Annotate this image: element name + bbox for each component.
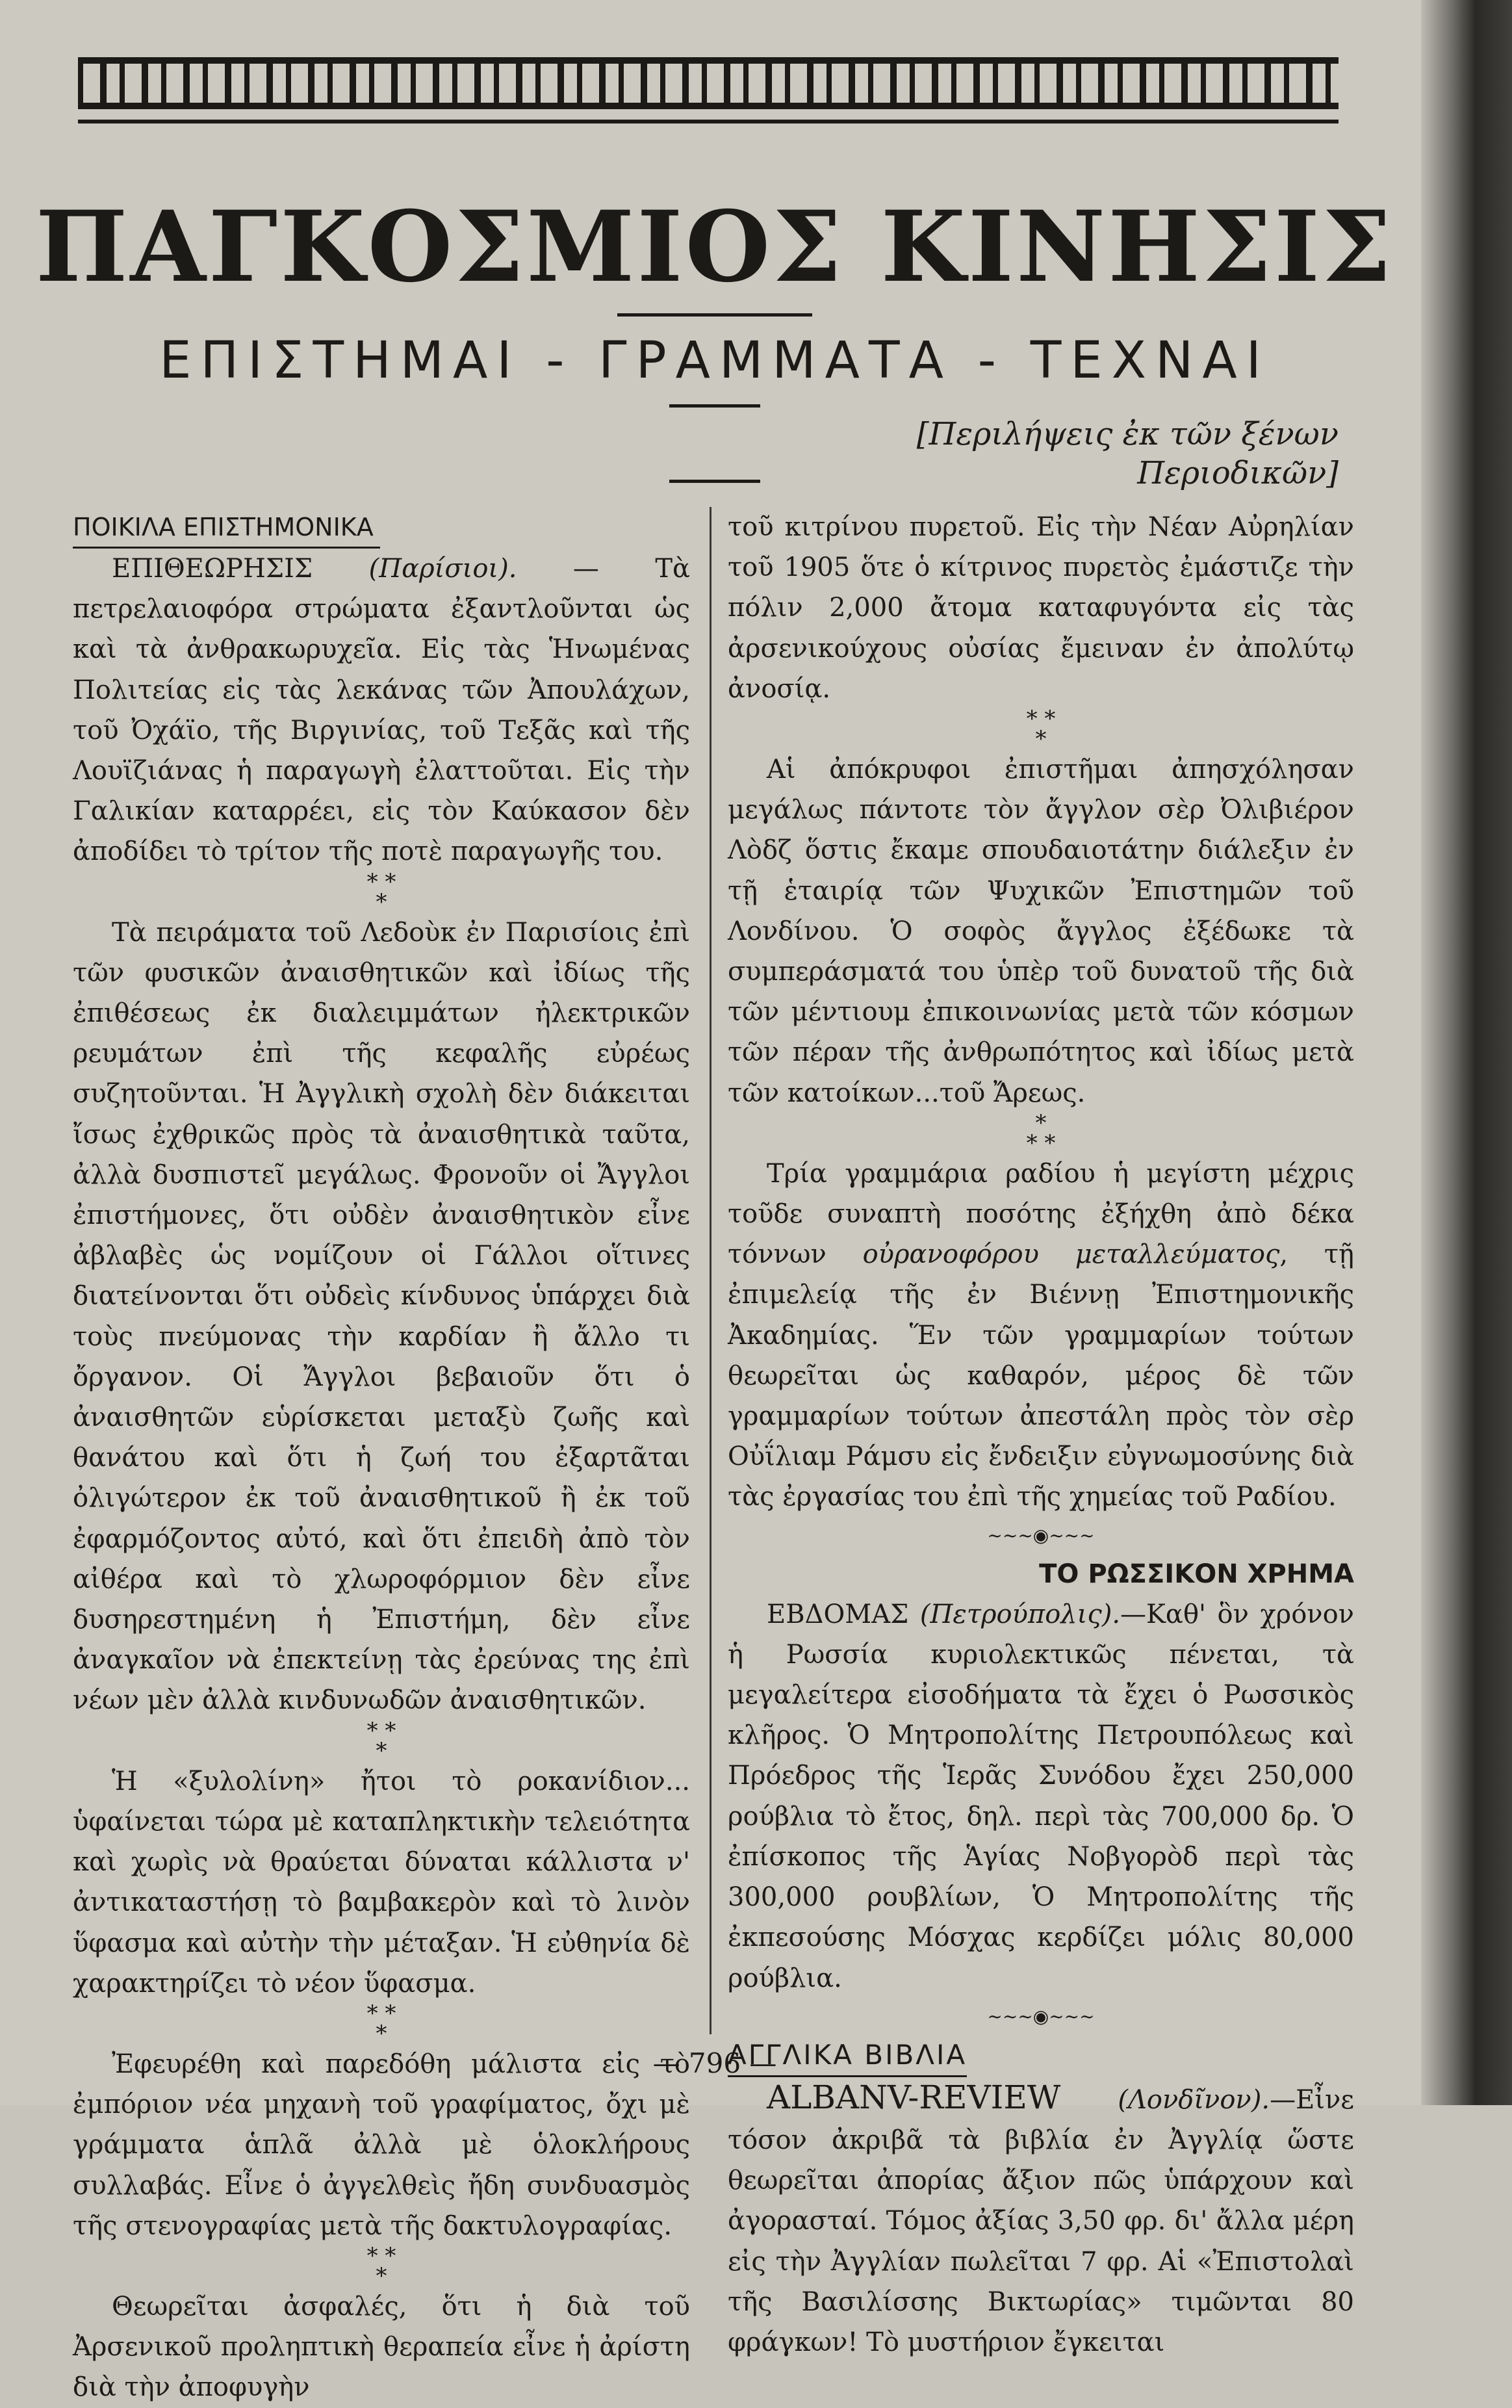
paragraph-text: —Εἶνε τόσον ἀκριβᾶ τὰ βιβλία ἐν Ἀγγλίᾳ ὥστε θεωρεῖται ἀπορίας ἄξιον πῶς ὑπάρχουν καὶ ἀγορασταί. Τόμος ἀξίας 3,50 φρ. δι' ἄλλα μέρη εἰς τὴν Ἀγγλίαν πωλεῖται 7 φρ. Αἱ «Ἐπιστολαὶ τῆς Βασιλίσσης Βικτωρίας» τιμῶνται 80 φράγκων! Τὸ μυστήριον ἔγκειται <box>728 2084 1354 2357</box>
paragraph-petroleum <box>73 549 690 872</box>
right-column <box>728 507 1354 2363</box>
column-divider <box>710 507 711 2034</box>
paragraph-emphasis: οὐρανοφόρου μεταλλεύματος <box>862 1239 1280 1270</box>
section-title-english-books: ΑΓΓΛΙΚΑ ΒΙΒΛΙΑ <box>728 2035 967 2077</box>
paragraph-text: Τρία γραμμάρια ραδίου ἡ μεγίστη μέχρις τοῦδε συναπτὴ ποσότης ἐξήχθη ἀπὸ δέκα τόννων <box>728 1158 1354 1270</box>
paragraph-text: — Τὰ πετρελαιοφόρα στρώματα ἐξαντλοῦνται ὡς καὶ τὰ ἀνθρακωρυχεῖα. Εἰς τὰς Ἡνωμένας Πολιτείας εἰς τὰς λεκάνας τῶν Ἀπουλάχων, τοῦ Ὀχάϊο, τῆς Βιργινίας, τοῦ Τεξᾶς καὶ τῆς Λουϊζιάνας ἡ παραγωγὴ ἐλαττοῦται. Εἰς τὴν Γαλικίαν καταρρέει, εἰς τὸν Καύκασον δὲν ἀποδίδει τὸ τρίτον τῆς ποτὲ παραγωγῆς του. <box>73 554 691 867</box>
separator-stars: * * * <box>366 2242 396 2289</box>
left-column <box>73 507 690 2408</box>
paragraph-xylolin: Ἡ «ξυλολίνη» ἤτοι τὸ ροκανίδιον... ὑφαίνεται τώρα μὲ καταπληκτικὴν τελειότητα καὶ χωρὶς νὰ θραύεται δύναται κάλλιστα ν' ἀντικαταστήσῃ τὸ βαμβακερὸν καὶ τὸ λινὸν ὕφασμα καὶ αὐτὴν τὴν μέταξαν. Ἡ εὐθηνία δὲ χαρακτηρίζει τὸ νέον ὕφασμα. <box>73 1766 690 1999</box>
separator-stars: * * * <box>1026 1109 1056 1156</box>
page-title: ΠΑΓΚΟΣΜΙΟΣ ΚΙΝΗΣΙΣ <box>35 190 1394 304</box>
separator-stars: * * * <box>1026 706 1056 753</box>
paragraph-text: , τῇ ἐπιμελείᾳ τῆς ἐν Βιέννῃ Ἐπιστημονικῆς Ἀκαδημίας. Ἕν τῶν γραμμαρίων τούτων θεωρεῖται ὡς καθαρόν, μέρος δὲ τῶν γραμμαρίων τούτων ἀπεστάλη πρὸς τὸν σὲρ Οὐΐλιαμ Ράμσυ εἰς ἔνδειξιν εὐγνωμοσύνης διὰ τὰς ἐργασίας του ἐπὶ τῆς χημείας τοῦ Ραδίου. <box>728 1239 1355 1512</box>
paragraph-yellow-fever: τοῦ κιτρίνου πυρετοῦ. Εἰς τὴν Νέαν Αὐρηλίαν τοῦ 1905 ὅτε ὁ κίτρινος πυρετὸς ἐμάστιζε τὴν πόλιν 2,000 ἄτομα καταφυγόντα εἰς τὰς ἀρσενικούχους οὐσίας ἔμειναν ἐν ἀπολύτῳ ἀνοσίᾳ. <box>728 512 1354 704</box>
section-title-russian-money: ΤΟ ΡΩΣΣΙΚΟΝ ΧΡΗΜΑ <box>1039 1559 1354 1589</box>
source-note: [Περιλήψεις ἐκ τῶν ξένων Περιοδικῶν] <box>916 416 1339 491</box>
title-rule <box>617 313 812 317</box>
border-rule <box>78 120 1339 123</box>
paragraph-radium <box>728 1154 1354 1518</box>
paragraph-text: —Καθ' ὃν χρόνον ἡ Ρωσσία κυριολεκτικῶς πένεται, τὰ μεγαλείτερα εἰσοδήματα τὰ ἔχει ὁ Ρωσσικὸς κλῆρος. Ὁ Μητροπολίτης Πετρουπόλεως καὶ Πρόεδρος τῆς Ἱερᾶς Συνόδου ἔχει 250,000 ρούβλια τὸ ἔτος, δηλ. περὶ τὰς 700,000 δρ. Ὁ ἐπίσκοπος τῆς Ἁγίας Νοβγορὸδ περὶ τὰς 300,000 ρουβλίων, Ὁ Μητροπολίτης τῆς ἐκπεσούσης Μόσχας κερδίζει μόλις 80,000 ρούβλια. <box>728 1599 1354 1993</box>
section-title-scientific: ΠΟΙΚΙΛΑ ΕΠΙΣΤΗΜΟΝΙΚΑ <box>73 508 380 549</box>
separator-stars: * * * <box>366 1717 396 1764</box>
separator-stars: * * * <box>366 868 396 915</box>
paragraph-clergy <box>728 1594 1354 1999</box>
source-rule <box>669 480 760 483</box>
page-subtitle: ΕΠΙΣΤΗΜΑΙ - ΓΡΑΜΜΑΤΑ - ΤΕΧΝΑΙ <box>159 331 1270 390</box>
periodical-name: ΕΠΙΘΕΩΡΗΣΙΣ <box>112 554 313 584</box>
periodical-source: (Παρίσιοι). <box>368 554 517 584</box>
paragraph-anesthesia: Τὰ πειράματα τοῦ Λεδοὺκ ἐν Παρισίοις ἐπὶ τῶν φυσικῶν ἀναισθητικῶν καὶ ἰδίως τῆς ἐπιθέσεως ἐκ διαλειμμάτων ἠλεκτρικῶν ρευμάτων ἐπὶ τῆς κεφαλῆς εὐρέως συζητοῦνται. Ἡ Ἀγγλικὴ σχολὴ δὲν διάκειται ἴσως ἐχθρικῶς πρὸς τὰ ἀναισθητικὰ ταῦτα, ἀλλὰ δυσπιστεῖ μεγάλως. Φρονοῦν οἱ Ἄγγλοι ἐπιστήμονες, ὅτι οὐδὲν ἀναισθητικὸν εἶνε ἀβλαβὲς ὡς νομίζουν οἱ Γάλλοι οἵτινες διατείνονται ὅτι οὐδεὶς κίνδυνος ὑπάρχει διὰ τοὺς πνεύμονας τὴν καρδίαν ἢ ἄλλο τι ὄργανον. Οἱ Ἄγγλοι βεβαιοῦν ὅτι ὁ ἀναισθητῶν εὑρίσκεται μεταξὺ ζωῆς καὶ θανάτου καὶ ὅτι ἡ ζωή του ἐξαρτᾶται ὀλιγώτερον ἐκ τοῦ ἀναισθητικοῦ ἢ ἐκ τοῦ ἐφαρμόζοντος αὐτό, καὶ ὅτι ἐπειδὴ ἀπὸ τὸν αἰθέρα καὶ τὸ χλωροφόρμιον δὲν εἶνε δυσηρεστημένη ἡ Ἐπιστήμη, δὲν εἶνε ἀναγκαῖον νὰ ἐπεκτείνῃ τὰς ἐρεύνας της ἐπὶ νέων μὲν ἀλλὰ κινδυνωδῶν ἀναισθητικῶν. <box>73 917 690 1716</box>
periodical-source: (Λονδῖνον). <box>1118 2084 1270 2115</box>
paragraph-typewriter: Ἐφευρέθη καὶ παρεδόθη μάλιστα εἰς τὸ ἐμπόριον νέα μηχανὴ τοῦ γραφίματος, ὄχι μὲ γράμματα ἁπλᾶ ἀλλὰ μὲ ὁλοκλήρους συλλαβάς. Εἶνε ὁ ἀγγελθεὶς ἤδη συνδυασμὸς τῆς στενογραφίας μετὰ τῆς δακτυλογραφίας. <box>73 2049 690 2241</box>
periodical-name: ALBANV-REVIEW <box>767 2078 1061 2116</box>
ornament-divider: ~~~◉~~~ <box>987 2005 1095 2027</box>
separator-stars: * * * <box>366 2000 396 2047</box>
paragraph-books <box>728 2077 1354 2363</box>
subtitle-rule <box>669 404 760 408</box>
page-number: — 796 — <box>652 2047 777 2079</box>
periodical-source: (Πετρούπολις). <box>919 1599 1121 1629</box>
paragraph-arsenic: Θεωρεῖται ἀσφαλές, ὅτι ἡ διὰ τοῦ Ἀρσενικοῦ προληπτικὴ θεραπεία εἶνε ἡ ἀρίστη διὰ τὴν ἀποφυγὴν <box>73 2291 690 2403</box>
book-spine-edge <box>1421 0 1512 2105</box>
paragraph-lodge: Αἱ ἀπόκρυφοι ἐπιστῆμαι ἀπησχόλησαν μεγάλως πάντοτε τὸν ἄγγλον σὲρ Ὀλιβιέρον Λὸδζ ὅστις ἔκαμε σπουδαιοτάτην διάλεξιν ἐν τῇ ἑταιρίᾳ τῶν Ψυχικῶν Ἐπιστημῶν τοῦ Λονδίνου. Ὁ σοφὸς ἄγγλος ἐξέδωκε τὰ συμπεράσματά του ὑπὲρ τοῦ δυνατοῦ τῆς διὰ τῶν μέντιουμ ἐπικοινωνίας μετὰ τῶν κόσμων τῶν πέραν τῆς ἀνθρωπότητος καὶ ἰδίως μετὰ τῶν κατοίκων...τοῦ Ἄρεως. <box>728 755 1354 1108</box>
greek-key-border <box>78 57 1339 109</box>
periodical-name: ΕΒΔΟΜΑΣ <box>767 1599 909 1629</box>
ornament-divider: ~~~◉~~~ <box>987 1524 1095 1546</box>
